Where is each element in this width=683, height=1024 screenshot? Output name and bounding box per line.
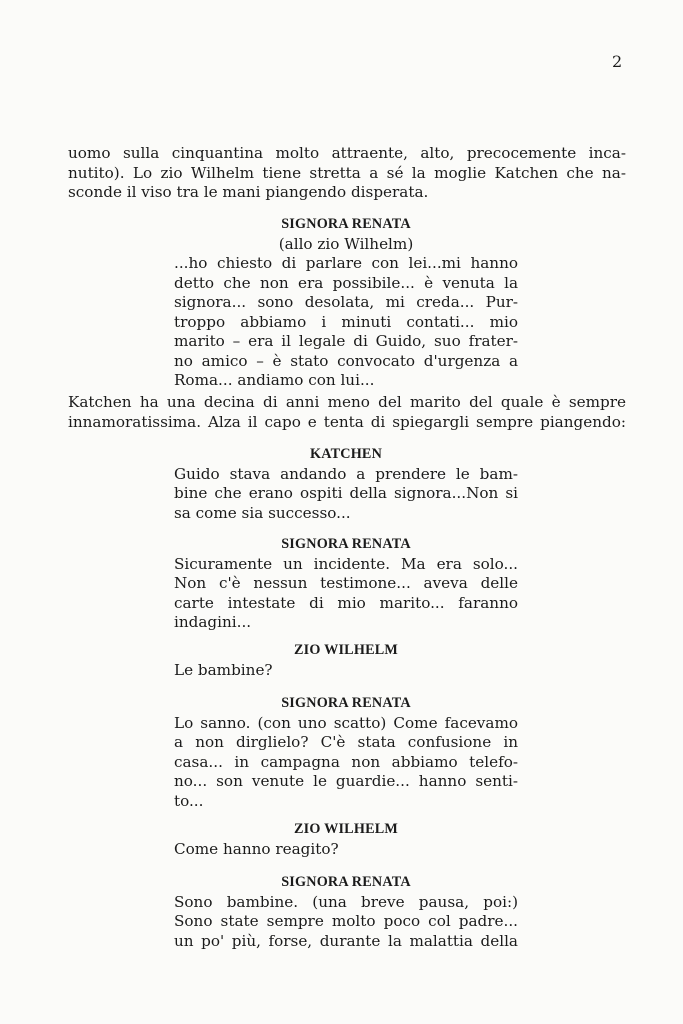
dialogue-line: casa... in campagna non abbiamo telefo- xyxy=(174,752,518,771)
dialogue-line: Sicuramente un incidente. Ma era solo... xyxy=(174,554,518,573)
character-name: SIGNORA RENATA xyxy=(281,874,411,890)
dialogue-line: no amico – è stato convocato d'urgenza a xyxy=(174,351,518,370)
dialogue-line: a non dirglielo? C'è stata confusione in xyxy=(174,733,518,751)
dialogue-block-renata-1 xyxy=(174,215,518,391)
dialogue-line: detto che non era possibile... è venuta la xyxy=(174,273,518,292)
dialogue-line: Roma... andiamo con lui... xyxy=(174,371,375,389)
dialogue-line: sa come sia successo... xyxy=(174,503,351,522)
dialogue-line: signora... sono desolata, mi creda... Pur- xyxy=(174,293,518,311)
dialogue-line: indagini... xyxy=(174,613,252,631)
narration-line: uomo sulla cinquantina molto attraente, alto, precocemente inca- xyxy=(68,144,626,162)
dialogue-block-renata-2 xyxy=(174,535,518,633)
character-name: ZIO WILHELM xyxy=(293,642,399,658)
dialogue-text xyxy=(174,840,518,860)
narration-line: innamoratissima. Alza il capo e tenta di spiegargli sempre piangendo: xyxy=(68,412,626,431)
dialogue-block-wilhelm-2 xyxy=(174,820,518,859)
narration-line: Katchen ha una decina di anni meno del marito del quale è sempre xyxy=(68,393,626,411)
dialogue-line: Come hanno reagito? xyxy=(174,839,339,858)
character-name: SIGNORA RENATA xyxy=(281,216,411,232)
dialogue-line: to... xyxy=(174,791,204,810)
dialogue-line: Non c'è nessun testimone... aveva delle xyxy=(174,574,518,592)
dialogue-text xyxy=(174,254,518,391)
dialogue-line: Sono bambine. (una breve pausa, poi:) xyxy=(174,892,518,911)
character-name: ZIO WILHELM xyxy=(293,821,399,837)
dialogue-line: un po' più, forse, durante la malattia della xyxy=(174,931,518,950)
dialogue-line: Sono state sempre molto poco col padre... xyxy=(174,912,518,930)
character-name: SIGNORA RENATA xyxy=(281,536,411,552)
character-name: SIGNORA RENATA xyxy=(281,695,411,711)
dialogue-line: carte intestate di mio marito... faranno xyxy=(174,593,518,612)
dialogue-text xyxy=(174,893,518,952)
dialogue-line: no... son venute le guardie... hanno senti- xyxy=(174,772,518,790)
dialogue-line: ...ho chiesto di parlare con lei...mi hanno xyxy=(174,254,518,272)
dialogue-text xyxy=(174,714,518,812)
narration-1 xyxy=(68,144,626,203)
dialogue-block-wilhelm-1 xyxy=(174,641,518,680)
dialogue-block-katchen xyxy=(174,445,518,523)
narration-2 xyxy=(68,393,626,432)
dialogue-text xyxy=(174,661,518,681)
dialogue-line: marito – era il legale di Guido, suo frater- xyxy=(174,332,518,350)
parenthetical: (allo zio Wilhelm) xyxy=(278,234,414,253)
dialogue-block-renata-4 xyxy=(174,873,518,951)
dialogue-line: Guido stava andando a prendere le bam- xyxy=(174,464,518,483)
narration-line: nutito). Lo zio Wilhelm tiene stretta a sé la moglie Katchen che na- xyxy=(68,163,626,182)
dialogue-block-renata-3 xyxy=(174,694,518,811)
dialogue-text xyxy=(174,555,518,633)
narration-line: sconde il viso tra le mani piangendo disperata. xyxy=(68,183,429,201)
dialogue-line: troppo abbiamo i minuti contati... mio xyxy=(174,312,518,331)
dialogue-line: bine che erano ospiti della signora...Non si xyxy=(174,484,518,502)
character-name: KATCHEN xyxy=(309,446,383,462)
dialogue-line: Lo sanno. (con uno scatto) Come facevamo xyxy=(174,713,518,732)
dialogue-text xyxy=(174,465,518,524)
dialogue-line: Le bambine? xyxy=(174,660,273,679)
page-number: 2 xyxy=(612,52,623,71)
